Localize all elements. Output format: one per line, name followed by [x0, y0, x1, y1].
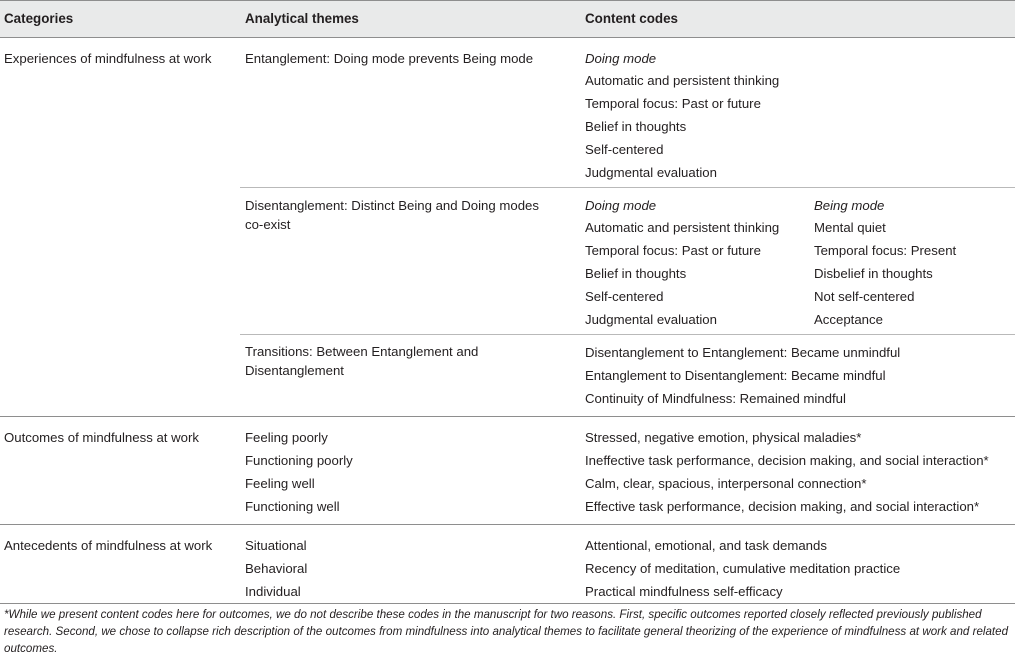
header-content-codes: Content codes: [585, 11, 678, 26]
code-item: Acceptance: [814, 312, 883, 327]
code-item: Attentional, emotional, and task demands: [585, 538, 827, 553]
theme-item: Feeling well: [245, 476, 315, 491]
table-footnote: *While we present content codes here for outcomes, we do not describe these codes in the manuscript for two reasons. First, specific outcomes reported closely reflected previously published research. Second, we chose to collapse rich description of the outcomes from mindfulness into analytical themes to facilitate general theorizing of the experience of mindfulness at work and related outcomes.: [4, 608, 1009, 655]
theme-transitions-line2: Disentanglement: [245, 363, 344, 378]
header-analytical-themes: Analytical themes: [245, 11, 359, 26]
code-item: Practical mindfulness self-efficacy: [585, 584, 783, 599]
code-item: Effective task performance, decision making, and social interaction*: [585, 499, 980, 514]
being-mode-heading: Being mode: [814, 198, 885, 213]
section-divider: [0, 416, 1015, 417]
doing-mode-heading: Doing mode: [585, 198, 657, 213]
code-item: Recency of meditation, cumulative meditation practice: [585, 561, 901, 576]
theme-item: Individual: [245, 584, 301, 599]
theme-item: Functioning well: [245, 499, 340, 514]
theme-item: Functioning poorly: [245, 453, 353, 468]
category-experiences: Experiences of mindfulness at work: [4, 51, 212, 66]
header-categories: Categories: [4, 11, 74, 26]
code-item: Mental quiet: [814, 220, 886, 235]
code-item: Automatic and persistent thinking: [585, 73, 780, 88]
theme-item: Behavioral: [245, 561, 308, 576]
code-item: Disbelief in thoughts: [814, 266, 933, 281]
code-item: Self-centered: [585, 289, 664, 304]
theme-disentanglement-line2: co-exist: [245, 217, 291, 232]
theme-transitions-line1: Transitions: Between Entanglement and: [245, 344, 479, 359]
code-item: Stressed, negative emotion, physical maladies*: [585, 430, 862, 445]
doing-mode-heading: Doing mode: [585, 51, 657, 66]
theme-item: Situational: [245, 538, 307, 553]
table-header: [0, 0, 1015, 38]
code-item: Entanglement to Disentanglement: Became mindful: [585, 368, 886, 383]
code-item: Continuity of Mindfulness: Remained mindful: [585, 391, 846, 406]
theme-entanglement: Entanglement: Doing mode prevents Being mode: [245, 51, 534, 66]
code-item: Judgmental evaluation: [585, 312, 717, 327]
code-item: Temporal focus: Past or future: [585, 96, 761, 111]
category-antecedents: Antecedents of mindfulness at work: [4, 538, 213, 553]
category-outcomes: Outcomes of mindfulness at work: [4, 430, 199, 445]
code-item: Disentanglement to Entanglement: Became unmindful: [585, 345, 901, 360]
row-divider: [240, 334, 1015, 335]
theme-disentanglement-line1: Disentanglement: Distinct Being and Doing modes: [245, 198, 539, 213]
code-item: Ineffective task performance, decision making, and social interaction*: [585, 453, 989, 468]
code-item: Belief in thoughts: [585, 266, 687, 281]
code-item: Automatic and persistent thinking: [585, 220, 780, 235]
code-item: Self-centered: [585, 142, 664, 157]
code-item: Temporal focus: Present: [814, 243, 957, 258]
code-item: Belief in thoughts: [585, 119, 687, 134]
row-divider: [240, 187, 1015, 188]
code-item: Temporal focus: Past or future: [585, 243, 761, 258]
code-item: Judgmental evaluation: [585, 165, 717, 180]
theme-item: Feeling poorly: [245, 430, 328, 445]
code-item: Not self-centered: [814, 289, 915, 304]
table-bottom-border: [0, 603, 1015, 604]
section-divider: [0, 524, 1015, 525]
code-item: Calm, clear, spacious, interpersonal connection*: [585, 476, 867, 491]
